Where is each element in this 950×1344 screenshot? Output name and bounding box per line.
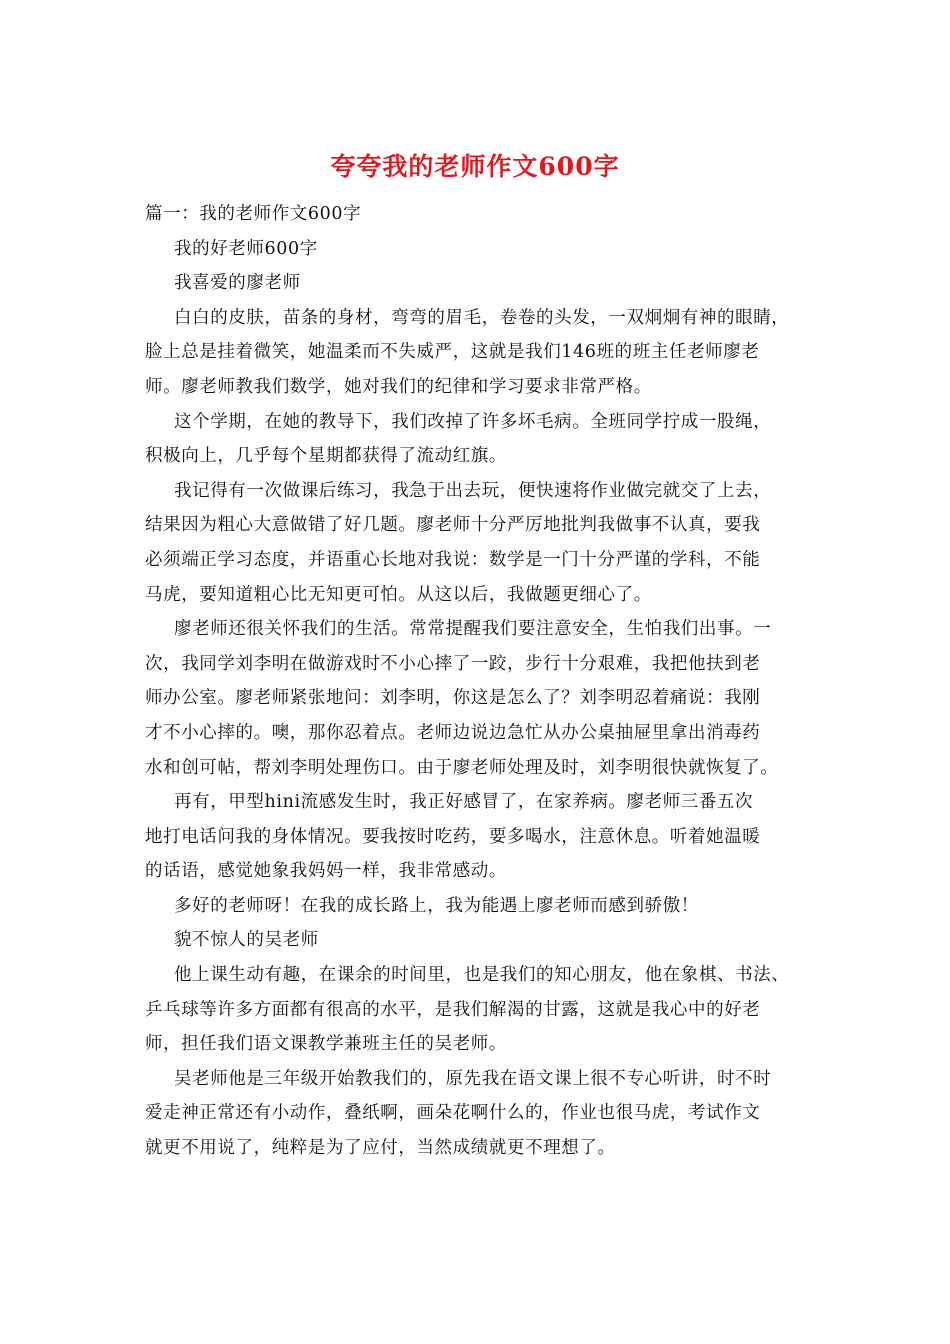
essay-subtitle: 貌不惊人的吴老师 — [174, 930, 319, 951]
paragraph-line: 的话语，感觉她象我妈妈一样，我非常感动。 — [145, 861, 507, 882]
paragraph-line: 多好的老师呀！在我的成长路上，我为能遇上廖老师而感到骄傲！ — [174, 895, 699, 916]
paragraph-line: 爱走神正常还有小动作，叠纸啊，画朵花啊什么的，作业也很马虎，考试作文 — [145, 1103, 761, 1124]
paragraph-line: 就更不用说了，纯粹是为了应付，当然成绩就更不理想了。 — [145, 1138, 616, 1159]
paragraph-line: 吴老师他是三年级开始教我们的，原先我在语文课上很不专心听讲，时不时 — [174, 1068, 772, 1089]
paragraph-line: 脸上总是挂着微笑，她温柔而不失威严，这就是我们146班的班主任老师廖老 — [145, 342, 760, 363]
paragraph-line: 积极向上，几乎每个星期都获得了流动红旗。 — [145, 446, 507, 467]
document-title: 夸夸我的老师作文600字 — [330, 152, 620, 181]
paragraph-line: 必须端正学习态度，并语重心长地对我说：数学是一门十分严谨的学科，不能 — [145, 549, 761, 570]
paragraph-line: 才不小心摔的。噢，那你忍着点。老师边说边急忙从办公桌抽屉里拿出消毒药 — [145, 722, 761, 743]
paragraph-line: 师，担任我们语文课教学兼班主任的吴老师。 — [145, 1034, 507, 1055]
paragraph-line: 师办公室。廖老师紧张地问：刘李明，你这是怎么了？刘李明忍着痛说：我刚 — [145, 688, 761, 709]
paragraph-line: 再有，甲型hini流感发生时，我正好感冒了，在家养病。廖老师三番五次 — [174, 792, 754, 813]
paragraph-line: 廖老师还很关怀我们的生活。常常提醒我们要注意安全，生怕我们出事。一 — [174, 619, 772, 640]
paragraph-line: 马虎，要知道粗心比无知更可怕。从这以后，我做题更细心了。 — [145, 584, 652, 605]
paragraph-line: 水和创可帖，帮刘李明处理伤口。由于廖老师处理及时，刘李明很快就恢复了。 — [145, 757, 779, 778]
essay-title: 我的好老师600字 — [174, 238, 318, 259]
paragraph-line: 他上课生动有趣，在课余的时间里，也是我们的知心朋友，他在象棋、书法、 — [174, 965, 790, 986]
paragraph-line: 结果因为粗心大意做错了好几题。廖老师十分严厉地批判我做事不认真，要我 — [145, 515, 761, 536]
document-body — [145, 197, 825, 1166]
section-heading: 篇一：我的老师作文600字 — [145, 204, 362, 224]
paragraph-line: 这个学期，在她的教导下，我们改掉了许多坏毛病。全班同学拧成一股绳， — [174, 411, 772, 432]
paragraph-line: 我记得有一次做课后练习，我急于出去玩，便快速将作业做完就交了上去， — [174, 480, 772, 501]
paragraph-line: 地打电话问我的身体情况。要我按时吃药，要多喝水，注意休息。听着她温暖 — [145, 826, 761, 847]
paragraph-line: 白白的皮肤，苗条的身材，弯弯的眉毛，卷卷的头发，一双炯炯有神的眼睛， — [174, 307, 790, 328]
essay-subtitle: 我喜爱的廖老师 — [174, 273, 301, 294]
paragraph-line: 师。廖老师教我们数学，她对我们的纪律和学习要求非常严格。 — [145, 376, 652, 397]
paragraph-line: 乒乓球等许多方面都有很高的水平，是我们解渴的甘露，这就是我心中的好老 — [145, 999, 761, 1020]
paragraph-line: 次，我同学刘李明在做游戏时不小心摔了一跤，步行十分艰难，我把他扶到老 — [145, 653, 761, 674]
